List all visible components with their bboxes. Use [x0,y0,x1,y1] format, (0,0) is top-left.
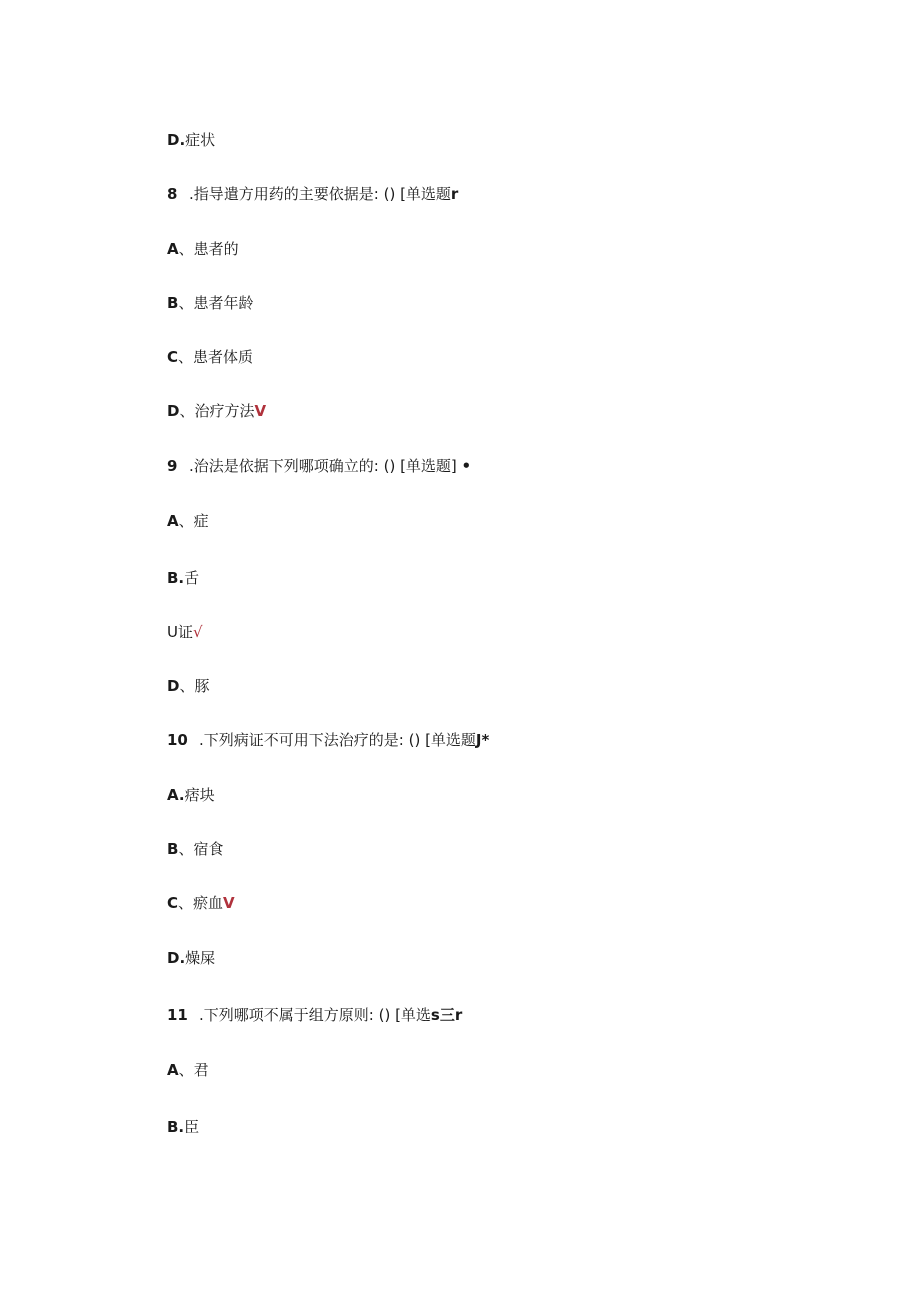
question-11 [167,1005,462,1025]
option-text: 、患者年龄 [178,294,254,312]
correct-mark: V [223,894,235,912]
option-q10-b [167,839,223,859]
correct-mark: V [254,402,267,420]
option-q10-a [167,785,215,805]
option-text: 燥屎 [185,949,216,967]
question-tail: J* [475,731,490,749]
question-text: .治法是依据下列哪项确立的: () [单选题] [189,457,462,475]
question-number: 8 [167,185,178,203]
option-text: 、君 [178,1061,209,1079]
question-number: 11 [167,1006,188,1024]
option-letter: B. [167,569,185,587]
question-text: .下列病证不可用下法治疗的是: () [单选题 [199,731,476,749]
option-letter: A. [167,786,185,804]
option-text: 臣 [184,1118,200,1136]
option-letter: D [167,677,180,695]
option-q11-b [167,1117,199,1137]
option-text: 、瘀血 [178,894,224,912]
option-q9-a [167,511,209,531]
option-text: 、症 [178,512,209,530]
option-text: 痞块 [184,786,215,804]
correct-mark: √ [193,623,203,641]
option-letter: C [167,348,179,366]
option-q7-d [167,130,215,150]
option-text: 、患者的 [178,240,239,258]
option-q8-b [167,293,253,313]
question-9 [167,456,471,476]
option-letter: D. [167,131,186,149]
option-letter: C [167,894,179,912]
option-letter: D. [167,949,186,967]
option-letter: B [167,840,179,858]
option-q8-c [167,347,253,367]
option-letter: D [167,402,180,420]
option-q11-a [167,1060,209,1080]
option-q10-d [167,948,215,968]
question-tail: s三r [430,1006,463,1024]
option-q9-c [167,622,203,642]
option-text: 症状 [185,131,216,149]
option-q8-d [167,401,266,421]
option-text: 证 [177,623,193,641]
question-text: .下列哪项不属于组方原则: () [单选 [199,1006,431,1024]
option-q10-c [167,893,235,913]
option-text: 、宿食 [178,840,224,858]
option-letter: A [167,240,179,258]
option-text: 、治疗方法 [179,402,255,420]
option-letter: B. [167,1118,185,1136]
option-letter: B [167,294,179,312]
question-tail: r [450,185,459,203]
option-text: 、豚 [179,677,210,695]
option-q9-d [167,676,209,696]
question-10 [167,730,489,750]
option-text: 舌 [184,569,200,587]
question-8 [167,184,458,204]
question-tail: • [461,457,472,475]
option-text: 、患者体质 [178,348,254,366]
question-number: 9 [167,457,178,475]
option-q8-a [167,239,239,259]
option-q9-b [167,568,199,588]
question-number: 10 [167,731,188,749]
question-text: .指导遣方用药的主要依据是: () [单选题 [189,185,451,203]
option-letter: A [167,1061,179,1079]
option-letter: A [167,512,179,530]
option-letter: U [167,623,178,641]
